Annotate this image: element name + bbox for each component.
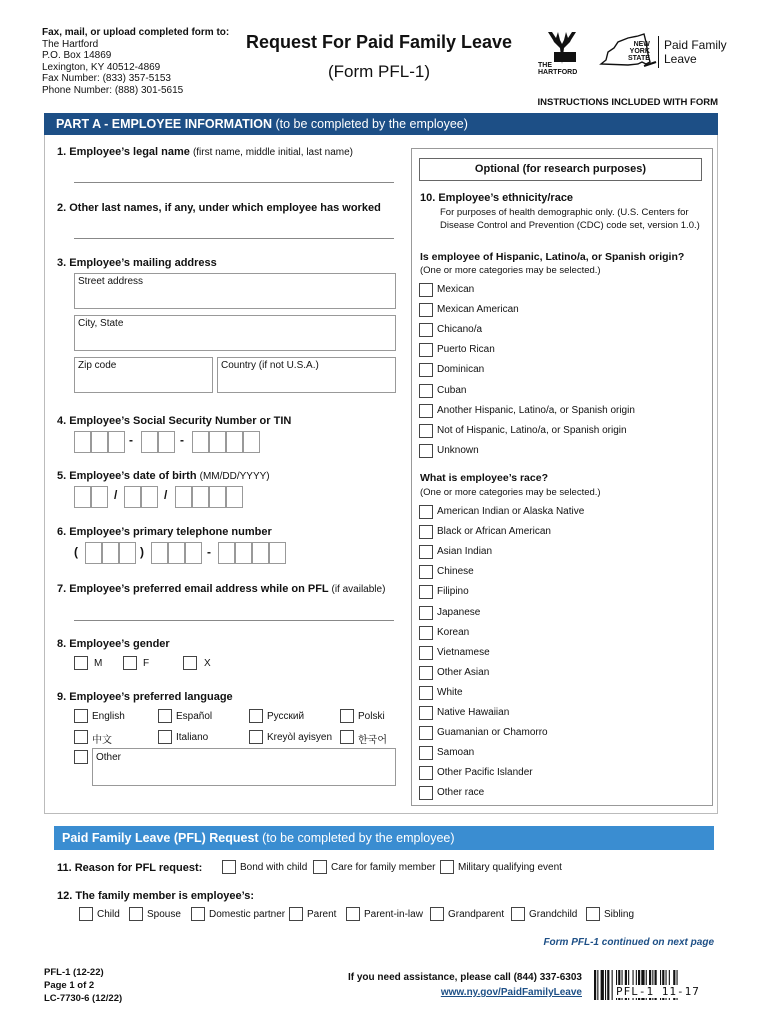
dob-digit[interactable] — [226, 486, 243, 508]
nys-logo-text: NEW YORK STATE — [628, 41, 650, 62]
q4-label: 4. Employee’s Social Security Number or TIN — [57, 415, 292, 427]
hartford-logo-text: THE — [538, 62, 552, 69]
hispanic-option-label: Cuban — [437, 384, 467, 396]
ssn-dash: - — [180, 433, 184, 447]
q5-label: 5. Employee’s date of birth (MM/DD/YYYY) — [57, 470, 270, 482]
hispanic-mexican-checkbox[interactable] — [419, 283, 433, 297]
logo-divider — [658, 36, 659, 68]
race-asian-indian-checkbox[interactable] — [419, 545, 433, 559]
hispanic-option-label: Mexican — [437, 284, 475, 295]
race-option-label: Other Asian — [437, 666, 490, 678]
hispanic-option-label: Another Hispanic, Latino/a, or Spanish origin — [437, 404, 635, 416]
form-identifiers — [44, 966, 122, 1005]
hispanic-subnote: (One or more categories may be selected.) — [420, 265, 601, 276]
phone-digit[interactable] — [252, 542, 269, 564]
phone-digit[interactable] — [235, 542, 252, 564]
phone-digit[interactable] — [85, 542, 102, 564]
race-white-checkbox[interactable] — [419, 686, 433, 700]
race-japanese-checkbox[interactable] — [419, 606, 433, 620]
race-option-label: Other race — [437, 787, 485, 799]
phone-digit[interactable] — [269, 542, 286, 564]
race-question: What is employee’s race? — [420, 472, 548, 484]
race-option-label: White — [437, 686, 463, 698]
hispanic-dominican-checkbox[interactable] — [419, 363, 433, 377]
family-child-checkbox[interactable] — [79, 907, 93, 921]
race-korean-checkbox[interactable] — [419, 626, 433, 640]
pfl-logo: Paid Family Leave — [664, 38, 727, 66]
q1-hint: (first name, middle initial, last name) — [192, 147, 354, 158]
pfl-website-link[interactable]: www.ny.gov/PaidFamilyLeave — [440, 987, 582, 998]
race-option-label: Filipino — [437, 586, 469, 598]
form-id: PFL-1 (12-22) — [44, 967, 104, 978]
reason-bond-label: Bond with child — [240, 862, 308, 873]
gender-f-label: F — [143, 658, 150, 669]
language-other-field[interactable] — [92, 748, 396, 786]
family-grandchild-checkbox[interactable] — [511, 907, 525, 921]
race-native-hawaiian-checkbox[interactable] — [419, 706, 433, 720]
barcode-bar — [605, 970, 606, 1000]
form-subtitle: (Form PFL-1) — [328, 62, 430, 81]
phone-digit[interactable] — [168, 542, 185, 564]
reason-military-checkbox[interactable] — [440, 860, 454, 874]
ssn-digit[interactable] — [226, 431, 243, 453]
contact-line: P.O. Box 14869 — [42, 50, 112, 61]
family-option-label: Sibling — [604, 909, 635, 920]
phone-paren: ( — [74, 545, 78, 559]
q2-label: 2. Other last names, if any, under which employee has worked — [57, 202, 381, 214]
family-option-label: Parent — [307, 909, 337, 920]
race-samoan-checkbox[interactable] — [419, 746, 433, 760]
hispanic-option-label: Puerto Rican — [437, 344, 495, 356]
hartford-logo-text: HARTFORD — [538, 69, 578, 76]
barcode-bar — [607, 970, 609, 1000]
part-a-title: PART A - EMPLOYEE INFORMATION — [56, 117, 272, 131]
gender-x-label: X — [204, 658, 211, 669]
ssn-digit[interactable] — [74, 431, 91, 453]
part-a-header — [44, 113, 718, 135]
contact-line: Phone Number: (888) 301-5615 — [42, 84, 184, 96]
race-american-indian-or-alaska-native-checkbox[interactable] — [419, 505, 433, 519]
ssn-dash: - — [129, 433, 133, 447]
gender-f-checkbox[interactable] — [123, 656, 137, 670]
hispanic-another-hispanic-latino-a-or-spanish-origin-checkbox[interactable] — [419, 404, 433, 418]
family-parent-checkbox[interactable] — [289, 907, 303, 921]
hispanic-option-label: Unknown — [437, 444, 479, 456]
other-last-names-field[interactable] — [74, 238, 394, 239]
hispanic-unknown-checkbox[interactable] — [419, 444, 433, 458]
ssn-digit[interactable] — [91, 431, 108, 453]
family-option-label: Grandparent — [448, 909, 505, 920]
hispanic-puerto-rican-checkbox[interactable] — [419, 343, 433, 357]
race-black-or-african-american-checkbox[interactable] — [419, 525, 433, 539]
ssn-digit[interactable] — [209, 431, 226, 453]
stag-icon — [536, 28, 588, 66]
q8-label: 8. Employee’s gender — [57, 638, 170, 650]
hispanic-cuban-checkbox[interactable] — [419, 384, 433, 398]
phone-paren: ) — [140, 545, 144, 559]
hispanic-mexican-american-checkbox[interactable] — [419, 303, 433, 317]
race-vietnamese-checkbox[interactable] — [419, 646, 433, 660]
race-other-pacific-islander-checkbox[interactable] — [419, 766, 433, 780]
zip-code-label: Zip code — [78, 360, 117, 371]
language-chinese-checkbox[interactable] — [74, 730, 88, 744]
dob-digit[interactable] — [124, 486, 141, 508]
hispanic-option-label: Dominican — [437, 364, 485, 376]
optional-heading-box — [419, 158, 702, 181]
language-italian-label: Italiano — [176, 732, 209, 743]
dob-digit[interactable] — [192, 486, 209, 508]
dob-digit[interactable] — [141, 486, 158, 508]
q7-hint: (if available) — [331, 584, 386, 595]
family-sibling-checkbox[interactable] — [586, 907, 600, 921]
zip-code-field[interactable] — [74, 357, 213, 393]
language-haitian-creole-checkbox[interactable] — [249, 730, 263, 744]
language-italian-checkbox[interactable] — [158, 730, 172, 744]
barcode-bar — [594, 970, 596, 1000]
family-option-label: Child — [97, 909, 120, 920]
part-a-note: (to be completed by the employee) — [275, 117, 468, 131]
q12-label: 12. The family member is employee’s: — [57, 890, 255, 902]
phone-dash: - — [207, 545, 211, 559]
language-chinese-label: 中文 — [92, 735, 112, 746]
race-option-label: Samoan — [437, 747, 475, 759]
phone-digit[interactable] — [151, 542, 168, 564]
dob-digit[interactable] — [209, 486, 226, 508]
family-parent-in-law-checkbox[interactable] — [346, 907, 360, 921]
dob-digit[interactable] — [74, 486, 91, 508]
reason-care-checkbox[interactable] — [313, 860, 327, 874]
race-option-label: Korean — [437, 626, 470, 638]
barcode-bar — [612, 970, 613, 1000]
contact-heading: Fax, mail, or upload completed form to: — [42, 27, 230, 38]
hartford-logo — [536, 28, 588, 78]
reason-bond-checkbox[interactable] — [222, 860, 236, 874]
city-state-label: City, State — [78, 318, 124, 329]
family-domestic-partner-checkbox[interactable] — [191, 907, 205, 921]
race-option-label: Asian Indian — [437, 546, 493, 558]
family-option-label: Grandchild — [529, 909, 578, 920]
family-grandparent-checkbox[interactable] — [430, 907, 444, 921]
language-polish-checkbox[interactable] — [340, 709, 354, 723]
family-option-label: Spouse — [147, 909, 181, 920]
q9-label: 9. Employee’s preferred language — [57, 691, 233, 703]
language-spanish-checkbox[interactable] — [158, 709, 172, 723]
race-subnote: (One or more categories may be selected.) — [420, 487, 601, 498]
race-other-asian-checkbox[interactable] — [419, 666, 433, 680]
ssn-digit[interactable] — [158, 431, 175, 453]
q1-label: 1. Employee’s legal name (first name, middle initial, last name) — [57, 146, 354, 158]
reason-military-label: Military qualifying event — [458, 862, 562, 873]
hispanic-option-label: Mexican American — [437, 304, 519, 316]
q7-label: 7. Employee’s preferred email address while on PFL (if available) — [57, 583, 386, 595]
contact-line: Fax Number: (833) 357-5153 — [42, 73, 171, 84]
contact-line: Lexington, KY 40512-4869 — [42, 61, 161, 73]
contact-line: The Hartford — [42, 38, 99, 50]
phone-digit[interactable] — [218, 542, 235, 564]
hispanic-option-label: Not of Hispanic, Latino/a, or Spanish origin — [437, 424, 627, 436]
page-number: Page 1 of 2 — [44, 980, 95, 991]
form-title: Request For Paid Family Leave — [245, 32, 513, 52]
phone-digit[interactable] — [119, 542, 136, 564]
language-russian-label: Русский — [267, 711, 305, 722]
race-option-label: Chinese — [437, 566, 474, 578]
family-spouse-checkbox[interactable] — [129, 907, 143, 921]
race-option-label: Vietnamese — [437, 646, 490, 658]
country-field[interactable] — [217, 357, 396, 393]
gender-m-checkbox[interactable] — [74, 656, 88, 670]
race-other-race-checkbox[interactable] — [419, 786, 433, 800]
q5-hint: (MM/DD/YYYY) — [199, 471, 270, 482]
phone-digit[interactable] — [185, 542, 202, 564]
gender-x-checkbox[interactable] — [183, 656, 197, 670]
nys-logo — [598, 32, 658, 72]
dob-slash: / — [114, 488, 118, 502]
hispanic-question: Is employee of Hispanic, Latino/a, or Spanish origin? — [420, 251, 685, 263]
country-label: Country (if not U.S.A.) — [221, 360, 319, 371]
race-option-label: Other Pacific Islander — [437, 767, 533, 779]
lc-number: LC-7730-6 (12/22) — [44, 993, 123, 1004]
optional-heading: Optional (for research purposes) — [474, 163, 647, 175]
contact-block — [42, 27, 242, 96]
race-option-label: Black or African American — [437, 526, 551, 538]
hispanic-option-label: Chicano/a — [437, 324, 483, 336]
race-option-label: American Indian or Alaska Native — [437, 506, 585, 517]
instructions-note: INSTRUCTIONS INCLUDED WITH FORM — [537, 97, 718, 108]
barcode-text: PFL-1 11-17 — [614, 985, 716, 998]
q6-label: 6. Employee’s primary telephone number — [57, 526, 272, 538]
language-other-label: Other — [96, 752, 122, 763]
barcode-bar — [597, 970, 598, 1000]
street-address-field[interactable] — [74, 273, 396, 309]
language-english-label: English — [92, 711, 125, 722]
pfl-request-note: (to be completed by the employee) — [262, 831, 455, 845]
q3-label: 3. Employee’s mailing address — [57, 257, 217, 269]
hispanic-chicano-a-checkbox[interactable] — [419, 323, 433, 337]
ssn-digit[interactable] — [108, 431, 125, 453]
q10-label: 10. Employee’s ethnicity/race — [420, 192, 574, 204]
race-guamanian-or-chamorro-checkbox[interactable] — [419, 726, 433, 740]
reason-care-label: Care for family member — [331, 862, 436, 873]
language-haitian-creole-label: Kreyòl ayisyen — [267, 732, 333, 743]
language-korean-checkbox[interactable] — [340, 730, 354, 744]
family-option-label: Parent-in-law — [364, 909, 423, 920]
continued-note: Form PFL-1 continued on next page — [543, 937, 714, 948]
ssn-digit[interactable] — [243, 431, 260, 453]
city-state-field[interactable] — [74, 315, 396, 351]
language-english-checkbox[interactable] — [74, 709, 88, 723]
family-option-label: Domestic partner — [209, 909, 286, 920]
race-filipino-checkbox[interactable] — [419, 585, 433, 599]
race-option-label: Native Hawaiian — [437, 707, 510, 718]
q10-note: For purposes of health demographic only. (U.S. Centers for Disease Control and Prevention (CDC) code set, version 1.0.) — [440, 207, 700, 231]
language-polish-label: Polski — [358, 711, 385, 722]
q11-label: 11. Reason for PFL request: — [57, 862, 203, 874]
dob-digit[interactable] — [175, 486, 192, 508]
dob-slash: / — [164, 488, 168, 502]
gender-m-label: M — [94, 658, 103, 669]
language-spanish-label: Español — [176, 711, 213, 722]
language-korean-label: 한국어 — [358, 735, 387, 746]
ssn-digit[interactable] — [141, 431, 158, 453]
phone-digit[interactable] — [102, 542, 119, 564]
race-option-label: Japanese — [437, 606, 481, 618]
legal-name-field[interactable] — [74, 182, 394, 183]
pfl-request-title: Paid Family Leave (PFL) Request — [62, 831, 259, 845]
race-option-label: Guamanian or Chamorro — [437, 727, 548, 739]
dob-digit[interactable] — [91, 486, 108, 508]
barcode-bar — [601, 970, 604, 1000]
language-other-checkbox[interactable] — [74, 750, 88, 764]
ssn-digit[interactable] — [192, 431, 209, 453]
email-field[interactable] — [74, 620, 394, 621]
race-chinese-checkbox[interactable] — [419, 565, 433, 579]
street-address-label: Street address — [78, 276, 144, 287]
language-russian-checkbox[interactable] — [249, 709, 263, 723]
assistance-note: If you need assistance, please call (844) 337-6303 — [347, 972, 582, 983]
pfl-request-header — [54, 826, 714, 850]
hispanic-not-of-hispanic-latino-a-or-spanish-origin-checkbox[interactable] — [419, 424, 433, 438]
